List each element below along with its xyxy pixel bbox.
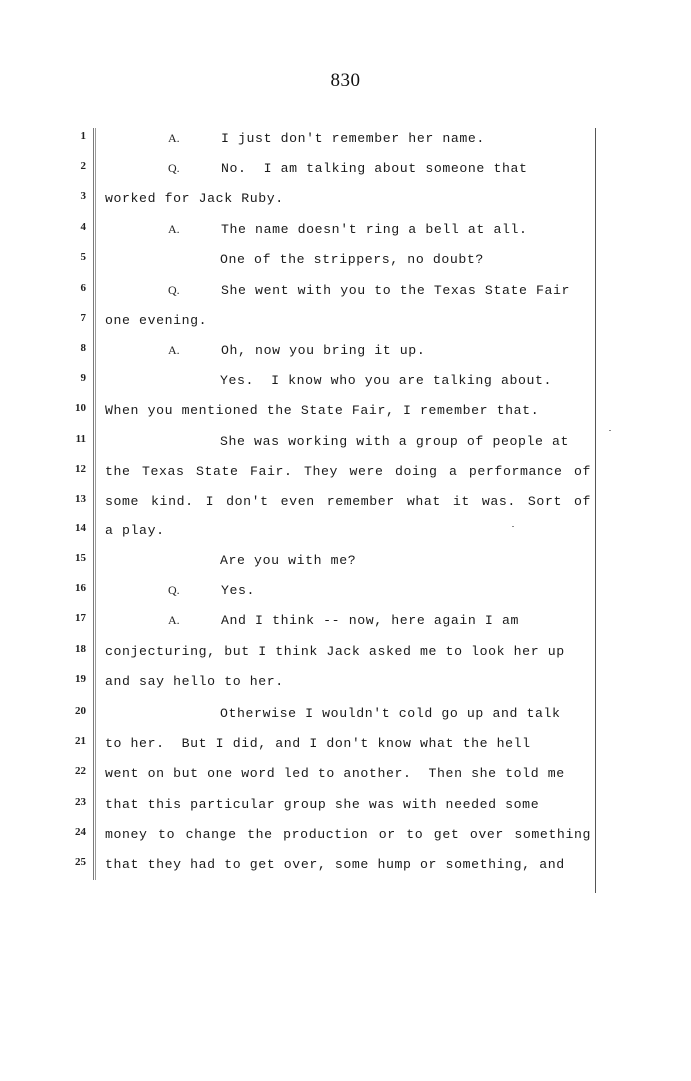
line-number: 19 [75, 673, 86, 685]
transcript-line [0, 796, 691, 820]
transcript-line [0, 493, 691, 517]
speaker-label: Q. [168, 583, 180, 597]
line-number: 18 [75, 643, 86, 655]
transcript-line [0, 735, 691, 759]
testimony-text: the Texas State Fair. They were doing a performance of [105, 464, 591, 479]
line-number: 16 [75, 582, 86, 594]
scan-speck [609, 430, 611, 431]
transcript-line [0, 582, 691, 606]
transcript-line [0, 552, 691, 576]
testimony-text: conjecturing, but I think Jack asked me to look her up [105, 644, 565, 659]
transcript-line [0, 826, 691, 850]
line-number: 10 [75, 402, 86, 414]
line-number: 3 [80, 190, 86, 202]
line-number: 22 [75, 765, 86, 777]
testimony-text: a play. [105, 523, 165, 538]
testimony-text: Oh, now you bring it up. [221, 343, 426, 358]
page-number: 830 [330, 70, 361, 91]
testimony-text: and say hello to her. [105, 674, 284, 689]
testimony-text: The name doesn't ring a bell at all. [221, 222, 528, 237]
line-number: 15 [75, 552, 86, 564]
line-number: 21 [75, 735, 86, 747]
transcript-line [0, 342, 691, 366]
testimony-text: Yes. I know who you are talking about. [220, 373, 553, 388]
testimony-text: money to change the production or to get over something [105, 827, 591, 842]
transcript-line [0, 522, 691, 546]
testimony-text: that they had to get over, some hump or something, and [105, 857, 565, 872]
testimony-text: Yes. [221, 583, 256, 598]
testimony-text: to her. But I did, and I don't know what the hell [105, 736, 531, 751]
line-number: 12 [75, 463, 86, 475]
line-number: 4 [80, 221, 86, 233]
speaker-label: A. [168, 343, 180, 357]
testimony-text: And I think -- now, here again I am [221, 613, 519, 628]
line-number: 17 [75, 612, 86, 624]
testimony-text: Otherwise I wouldn't cold go up and talk [220, 706, 561, 721]
transcript-line [0, 312, 691, 336]
line-number: 14 [75, 522, 86, 534]
speaker-label: Q. [168, 283, 180, 297]
transcript-line [0, 673, 691, 697]
testimony-text: went on but one word led to another. Then she told me [105, 766, 565, 781]
speaker-label: A. [168, 613, 180, 627]
testimony-text: worked for Jack Ruby. [105, 191, 284, 206]
testimony-text: She went with you to the Texas State Fair [221, 283, 571, 298]
transcript-line [0, 130, 691, 154]
line-number: 6 [80, 282, 86, 294]
speaker-label: A. [168, 131, 180, 145]
line-number: 1 [80, 130, 86, 142]
line-number: 8 [80, 342, 86, 354]
testimony-text: that this particular group she was with needed some [105, 797, 540, 812]
line-number: 23 [75, 796, 86, 808]
transcript-line [0, 463, 691, 487]
speaker-label: A. [168, 222, 180, 236]
testimony-text: One of the strippers, no doubt? [220, 252, 484, 267]
line-number: 5 [80, 251, 86, 263]
line-number: 11 [75, 433, 86, 445]
transcript-line [0, 372, 691, 396]
transcript-line [0, 160, 691, 184]
testimony-text: I just don't remember her name. [221, 131, 485, 146]
testimony-text: She was working with a group of people at [220, 434, 570, 449]
testimony-text: one evening. [105, 313, 208, 328]
line-number: 25 [75, 856, 86, 868]
testimony-text: Are you with me? [220, 553, 357, 568]
transcript-line [0, 282, 691, 306]
line-number: 13 [75, 493, 86, 505]
transcript-line [0, 433, 691, 457]
testimony-text: No. I am talking about someone that [221, 161, 528, 176]
speaker-label: Q. [168, 161, 180, 175]
transcript-line [0, 612, 691, 636]
transcript-line [0, 190, 691, 214]
line-number: 24 [75, 826, 86, 838]
line-number: 9 [80, 372, 86, 384]
transcript-line [0, 765, 691, 789]
transcript-line [0, 221, 691, 245]
line-number: 7 [80, 312, 86, 324]
transcript-line [0, 402, 691, 426]
line-number: 20 [75, 705, 86, 717]
testimony-text: When you mentioned the State Fair, I remember that. [105, 403, 540, 418]
transcript-line [0, 251, 691, 275]
line-number: 2 [80, 160, 86, 172]
transcript-line [0, 705, 691, 729]
transcript-line [0, 856, 691, 880]
transcript-line [0, 643, 691, 667]
testimony-text: some kind. I don't even remember what it was. Sort of [105, 494, 591, 509]
